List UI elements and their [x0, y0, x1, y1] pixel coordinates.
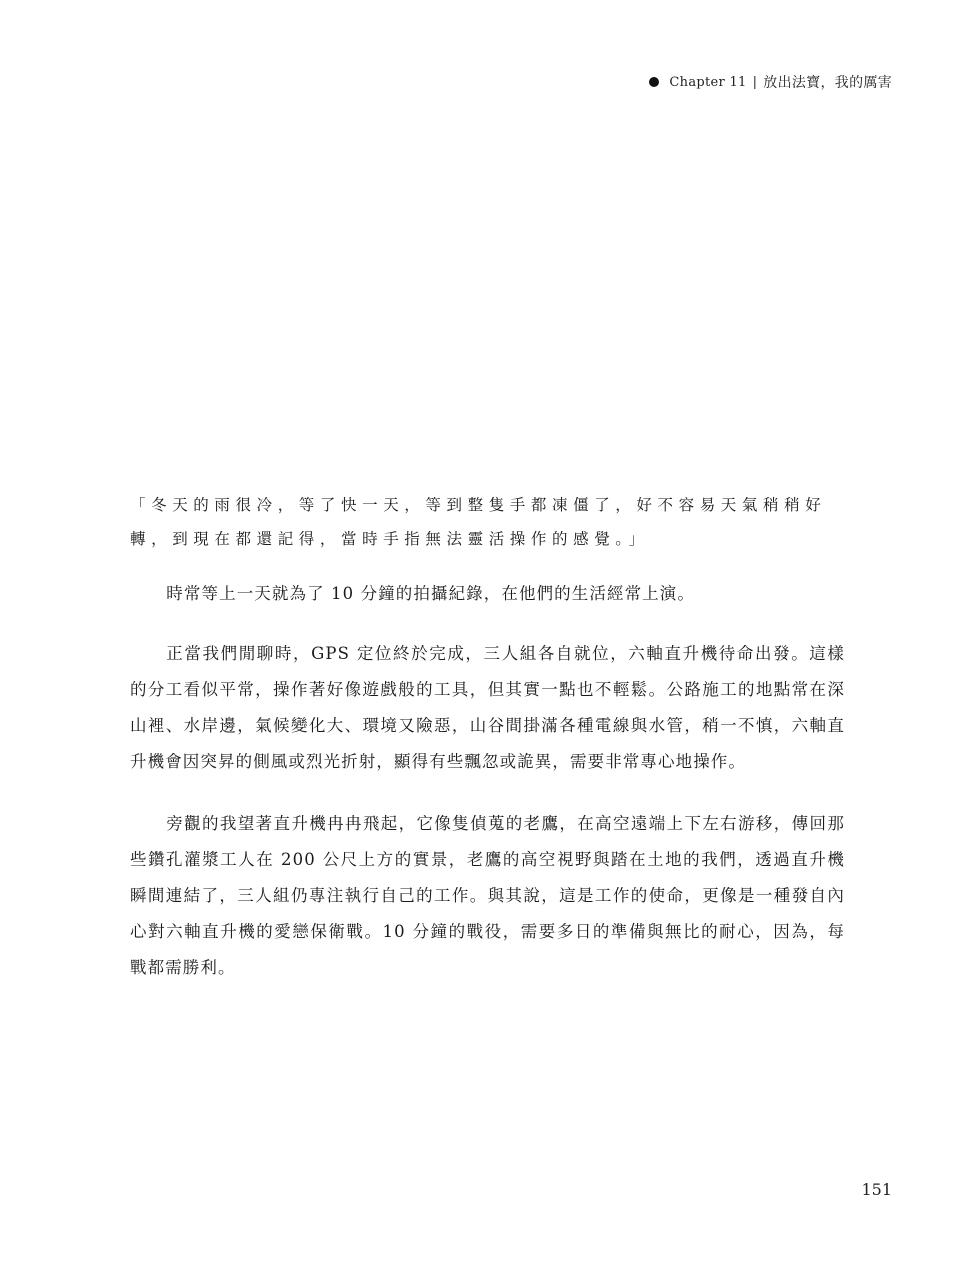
paragraph-3: 旁觀的我望著直升機冉冉飛起，它像隻偵蒐的老鷹，在高空遠端上下左右游移，傳回那些鑽孔灌漿工人在 200 公尺上方的實景，老鷹的高空視野與踏在土地的我們，透過直升機瞬間連結了，三人組仍專注執行自己的工作。與其說，這是工作的使命，更像是一種發自內心對六軸直升機的愛戀保衛戰。10 分鐘的戰役，需要多日的準備與無比的耐心，因為，每戰都需勝利。 — [130, 814, 845, 977]
header-separator: | — [752, 74, 758, 90]
chapter-label: Chapter 11 — [669, 74, 747, 90]
page-number: 151 — [861, 1180, 892, 1199]
chapter-title: 放出法寶，我的厲害 — [763, 75, 892, 91]
bullet-dot-icon — [649, 77, 659, 87]
paragraph-2: 正當我們閒聊時，GPS 定位終於完成，三人組各自就位，六軸直升機待命出發。這樣的分工看似平常，操作著好像遊戲般的工具，但其實一點也不輕鬆。公路施工的地點常在深山裡、水岸邊，氣候變化大、環境又險惡，山谷間掛滿各種電線與水管，稍一不慎，六軸直升機會因突昇的側風或烈光折射，顯得有些飄忽或詭異，需要非常專心地操作。 — [130, 644, 845, 771]
running-header — [649, 72, 892, 92]
quote-paragraph: 「冬天的雨很冷，等了快一天，等到整隻手都凍僵了，好不容易天氣稍稍好轉，到現在都還記得，當時手指無法靈活操作的感覺。」 — [130, 496, 827, 548]
paragraph-1: 時常等上一天就為了 10 分鐘的拍攝紀錄，在他們的生活經常上演。 — [166, 584, 695, 603]
body-text — [130, 488, 845, 986]
